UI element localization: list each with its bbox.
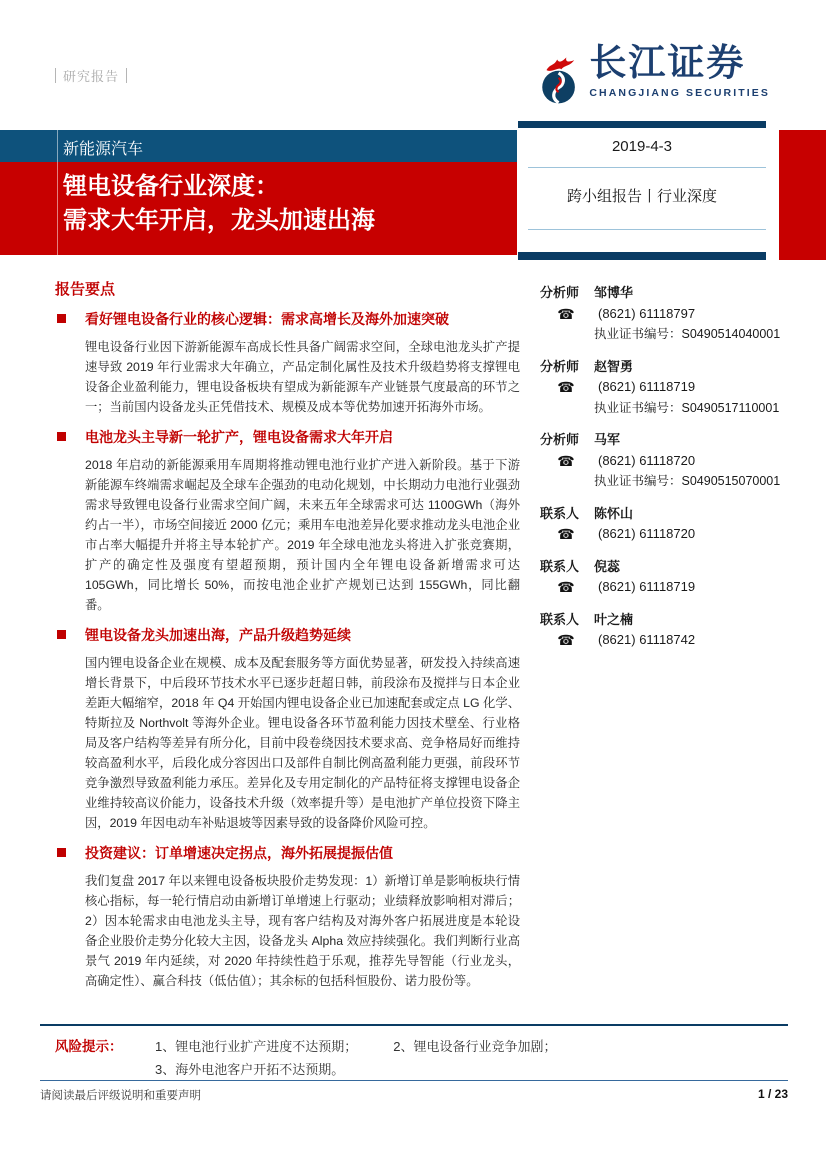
section-heading: 投资建议：订单增速决定拐点，海外拓展提振估值 [85, 845, 393, 861]
report-series-label [55, 66, 127, 85]
contact-phone: (8621) 61118719 [598, 579, 696, 594]
section-bullet-icon [57, 432, 66, 441]
meta-divider-line [528, 167, 766, 168]
report-title-line1: 锂电设备行业深度： [63, 174, 279, 200]
section-heading-row [55, 428, 520, 447]
risk-item-3: 3、海外电池客户开拓不达预期。 [155, 1062, 345, 1077]
section-body: 我们复盘 2017 年以来锂电设备板块股价走势发现：1）新增订单是影响板块行情核心指标，每一轮行情启动由新增订单增速上行驱动；业绩释放影响相对滞后；2）因本轮需求由电池龙头主导，现有客户结构及对海外客户拓展进度是本轮设备企业股价走势分化较大主因，设备龙头 Alpha 效应持续强化。我们判断行业高景气 2019 年内延续，对 2020 年持续性趋于乐观，推荐先导智能（行业龙头，高确定性）、赢合科技（低估值）；其余标的包括科恒股份、诺力股份等。 [85, 874, 520, 988]
contact-phone: (8621) 61118720 [598, 526, 696, 541]
changjiang-logo-icon [538, 44, 583, 116]
analyst-entry [540, 283, 790, 345]
logo-text [589, 44, 770, 99]
divider-bar [126, 68, 127, 83]
section-bullet-icon [57, 314, 66, 323]
header-navy-bar-bottom [518, 252, 766, 260]
phone-icon: ☎ [557, 579, 575, 595]
risk-warning [40, 1024, 788, 1081]
contact-entry [540, 610, 790, 651]
brand-logo [538, 44, 770, 116]
section-heading-row [55, 310, 520, 329]
contact-name: 倪蕊 [594, 558, 621, 574]
report-title [63, 170, 375, 238]
analyst-cert: 执业证书编号：S0490515070001 [594, 474, 781, 488]
report-meta-box [518, 130, 766, 260]
section-heading-row [55, 626, 520, 645]
risk-item-1: 1、锂电池行业扩产进度不达预期； [155, 1039, 358, 1054]
report-date: 2019-4-3 [611, 138, 673, 155]
phone-icon: ☎ [557, 379, 575, 395]
summary-title: 报告要点 [55, 281, 116, 298]
contact-name: 陈怀山 [594, 505, 634, 521]
section-body: 2018 年启动的新能源乘用车周期将推动锂电池行业扩产进入新阶段。基于下游新能源车终端需求崛起及全球车企强劲的电动化规划，中长期动力电池行业强劲需求导致锂电设备行业需求空间广阔，未来五年全球需求可达 1100GWh（海外约占一半），市场空间接近 2000 亿元；乘用车电池差异化要求推动龙头电池企业市占率大幅提升并将主导本轮扩产。2019 年全球电池龙头将进入扩张竞赛期，扩产的确定性及强度有望超预期，预计国内全年锂电设备新增需求可达 105GWh，同比增长 50%，而按电池企业扩产规划已达到 155GWh，同比翻番。 [85, 458, 520, 612]
analyst-phone: (8621) 61118797 [598, 305, 696, 321]
risk-item-2: 2、锂电设备行业竞争加剧； [393, 1039, 557, 1054]
title-banner [0, 130, 517, 255]
page-footer [40, 1080, 788, 1103]
contact-role: 联系人 [540, 611, 580, 627]
contact-phone: (8621) 61118742 [598, 632, 696, 647]
analyst-name: 马军 [594, 432, 621, 447]
risk-label: 风险提示： [55, 1039, 123, 1054]
analyst-phone: (8621) 61118720 [598, 452, 696, 468]
footer-disclaimer: 请阅读最后评级说明和重要声明 [40, 1090, 201, 1102]
meta-divider-line [528, 229, 766, 230]
analyst-name: 赵智勇 [594, 358, 634, 374]
analyst-entry [540, 357, 790, 419]
report-type: 跨小组报告丨行业深度 [566, 188, 717, 205]
section-bullet-icon [57, 630, 66, 639]
analyst-role: 分析师 [540, 285, 580, 300]
analyst-phone: (8621) 61118719 [598, 379, 696, 394]
analyst-cert: 执业证书编号：S0490517110001 [594, 400, 780, 415]
phone-icon: ☎ [557, 452, 575, 469]
analyst-name: 邹博华 [594, 285, 634, 300]
contact-entry [540, 557, 790, 598]
divider-bar [55, 68, 56, 83]
contact-role: 联系人 [540, 558, 580, 574]
phone-icon: ☎ [557, 526, 575, 542]
contact-entry [540, 504, 790, 545]
header-navy-bar-top [518, 121, 766, 128]
industry-category: 新能源汽车 [63, 141, 144, 158]
logo-name-cn: 长江证券 [589, 43, 746, 84]
section-heading: 电池龙头主导新一轮扩产，锂电设备需求大年开启 [85, 429, 393, 445]
phone-icon: ☎ [557, 632, 575, 648]
analyst-role: 分析师 [540, 358, 580, 374]
report-title-line2: 需求大年开启，龙头加速出海 [63, 208, 375, 234]
analyst-list [540, 283, 790, 663]
report-summary [55, 278, 520, 991]
section-body: 国内锂电设备企业在规模、成本及配套服务等方面优势显著，研发投入持续高速增长背景下，中后段环节技术水平已逐步赶超日韩，前段涂布及搅拌与日本企业差距大幅缩窄，2018 年 Q4 开始国内锂电设备企业已加速配套或定点 LG 化学、特斯拉及 Northvolt 等海外企业。锂电设备各环节盈利能力因技术壁垒、行业格局及客户结构等差异有所分化，目前中段卷绕因技术要求高、竞争格局好而维持较高盈利水平，后段化成分容因出口及部件自制比例高盈利能力更强，前段环节竞争激烈导致盈利能力承压。差异化及专用定制化的产品特征将支撑锂电设备企业维持较高议价能力，设备技术升级（效率提升等）是电池扩产单位投资下降主因，2019 年因电动车补贴退坡等因素导致的设备降价风险可控。 [85, 656, 520, 830]
logo-name-en: CHANGJIANG SECURITIES [589, 87, 770, 99]
section-heading: 锂电设备龙头加速出海，产品升级趋势延续 [85, 627, 351, 643]
page-number: 1 / 23 [757, 1087, 788, 1101]
contact-name: 叶之楠 [594, 611, 634, 627]
risk-items [155, 1035, 556, 1081]
analyst-entry [540, 430, 790, 492]
report-series-text: 研究报告 [63, 69, 120, 84]
section-bullet-icon [57, 848, 66, 857]
section-body: 锂电设备行业因下游新能源车高成长性具备广阔需求空间，全球电池龙头扩产提速导致 2019 年行业需求大年确立，产品定制化属性及技术升级趋势将支撑锂电设备企业盈利能力，锂电设备板块有望成为新能源车产业链景气度最高的环节之一；当前国内设备龙头正凭借技术、规模及成本等优势加速开拓海外市场。 [85, 340, 520, 414]
banner-left-rule [57, 130, 58, 255]
contact-role: 联系人 [540, 505, 580, 521]
section-heading: 看好锂电设备行业的核心逻辑：需求高增长及海外加速突破 [85, 311, 449, 327]
section-heading-row [55, 844, 520, 863]
phone-icon: ☎ [557, 305, 575, 322]
banner-right-strip [779, 130, 826, 260]
analyst-role: 分析师 [540, 432, 580, 447]
analyst-cert: 执业证书编号：S0490514040001 [594, 327, 781, 341]
